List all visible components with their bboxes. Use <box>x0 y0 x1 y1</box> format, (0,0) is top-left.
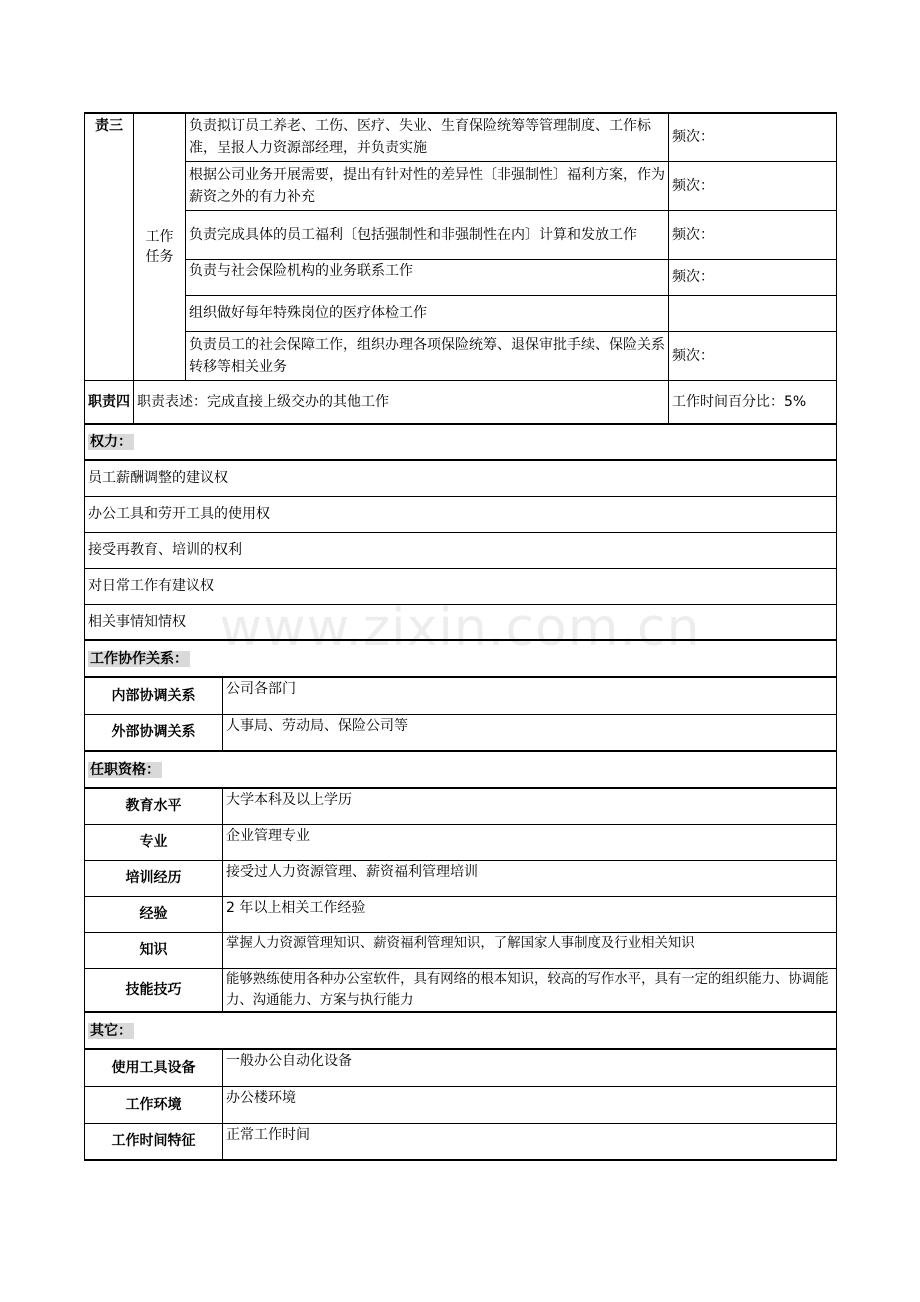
duty4-desc: 职责表述：完成直接上级交办的其他工作 <box>134 380 669 424</box>
duty3-task-5: 组织做好每年特殊岗位的医疗体检工作 <box>186 295 669 331</box>
power-item-3: 接受再教育、培训的权利 <box>85 532 837 568</box>
qual-label-education: 教育水平 <box>85 788 223 824</box>
qual-value-major: 企业管理专业 <box>223 824 837 860</box>
other-value-environment: 办公楼环境 <box>223 1086 837 1123</box>
power-item-5: 相关事情知情权 <box>85 604 837 640</box>
duty3-task-3: 负责完成具体的员工福利〔包括强制性和非强制性在内〕计算和发放工作 <box>186 210 669 259</box>
power-header: 权力： <box>85 424 837 460</box>
duty3-task-6: 负责员工的社会保障工作，组织办理各项保险统筹、退保审批手续、保险关系转移等相关业务 <box>186 331 669 380</box>
duty3-freq-3: 频次： <box>669 210 837 259</box>
relation-value-external: 人事局、劳动局、保险公司等 <box>223 714 837 751</box>
other-label-worktime: 工作时间特征 <box>85 1123 223 1160</box>
qualification-header: 任职资格： <box>85 751 837 788</box>
job-table <box>84 112 837 1161</box>
qual-value-experience: 2 年以上相关工作经验 <box>223 896 837 932</box>
duty3-label: 责三 <box>85 113 134 380</box>
relations-header: 工作协作关系： <box>85 640 837 677</box>
duty3-freq-4: 频次： <box>669 259 837 295</box>
qual-label-skills: 技能技巧 <box>85 968 223 1012</box>
duty3-freq-1: 频次： <box>669 113 837 161</box>
qual-value-knowledge: 掌握人力资源管理知识、薪资福利管理知识，了解国家人事制度及行业相关知识 <box>223 932 837 968</box>
other-value-tools: 一般办公自动化设备 <box>223 1049 837 1086</box>
other-label-tools: 使用工具设备 <box>85 1049 223 1086</box>
duty3-freq-6: 频次： <box>669 331 837 380</box>
qual-label-experience: 经验 <box>85 896 223 932</box>
duty3-freq-2: 频次： <box>669 161 837 210</box>
duty3-task-1: 负责拟订员工养老、工伤、医疗、失业、生育保险统筹等管理制度、工作标准，呈报人力资源部经理，并负责实施 <box>186 113 669 161</box>
duty3-freq-5 <box>669 295 837 331</box>
other-header: 其它： <box>85 1012 837 1049</box>
qual-label-training: 培训经历 <box>85 860 223 896</box>
power-item-2: 办公工具和劳开工具的使用权 <box>85 496 837 532</box>
duty3-sublabel: 工作任务 <box>134 113 186 380</box>
qual-label-knowledge: 知识 <box>85 932 223 968</box>
qual-label-major: 专业 <box>85 824 223 860</box>
other-label-environment: 工作环境 <box>85 1086 223 1123</box>
power-item-1: 员工薪酬调整的建议权 <box>85 460 837 496</box>
qual-value-education: 大学本科及以上学历 <box>223 788 837 824</box>
relation-label-external: 外部协调关系 <box>85 714 223 751</box>
duty4-label: 职责四 <box>85 380 134 424</box>
duty3-task-2: 根据公司业务开展需要，提出有针对性的差异性〔非强制性〕福利方案，作为薪资之外的有力补充 <box>186 161 669 210</box>
qual-value-skills: 能够熟练使用各种办公室软件，具有网络的根本知识，较高的写作水平，具有一定的组织能力、协调能力、沟通能力、方案与执行能力 <box>223 968 837 1012</box>
relation-label-internal: 内部协调关系 <box>85 677 223 714</box>
power-item-4: 对日常工作有建议权 <box>85 568 837 604</box>
relation-value-internal: 公司各部门 <box>223 677 837 714</box>
duty4-pct: 工作时间百分比：5% <box>669 380 837 424</box>
qual-value-training: 接受过人力资源管理、薪资福利管理培训 <box>223 860 837 896</box>
other-value-worktime: 正常工作时间 <box>223 1123 837 1160</box>
job-description-sheet <box>84 112 836 1161</box>
watermark: www.zixin.com.cn <box>219 598 701 658</box>
duty3-task-4: 负责与社会保险机构的业务联系工作 <box>186 259 669 295</box>
